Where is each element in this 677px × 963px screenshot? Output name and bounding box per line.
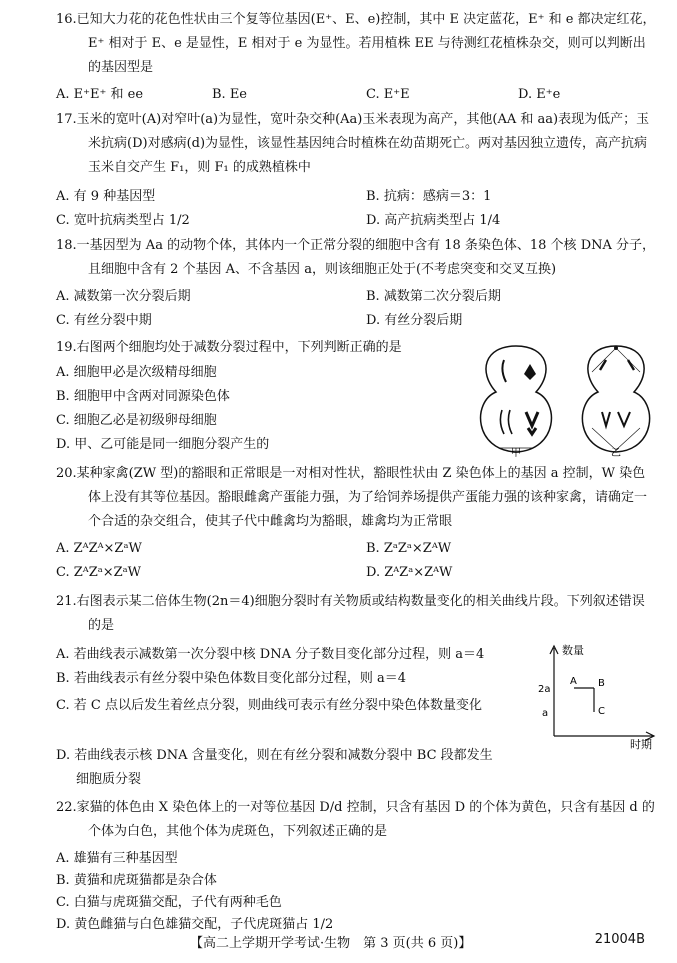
q20-option-d: D. ZᴬZᵃ×ZᴬW <box>366 565 453 580</box>
q22-option-d: D. 黄色雌猫与白色雄猫交配，子代虎斑猫占 1/2 <box>56 917 334 932</box>
quantity-curve-chart <box>534 640 664 750</box>
question-17 <box>56 108 656 228</box>
y-tick-a: a <box>542 708 549 719</box>
y-axis-label: 数量 <box>562 644 584 657</box>
q22-option-c: C. 白猫与虎斑猫交配，子代有两种毛色 <box>56 895 282 910</box>
q16-option-b: B. Ee <box>212 87 248 102</box>
q22-option-a: A. 雄猫有三种基因型 <box>56 851 178 866</box>
q16-option-c: C. E⁺E <box>366 87 410 102</box>
quantity-curve-figure <box>534 640 664 750</box>
question-16-stem: 16.已知大力花的花色性状由三个复等位基因(E⁺、E、e)控制，其中 E 决定蓝花，E⁺ 和 e 都决定红花，E⁺ 相对于 E、e 是显性，E 相对于 e 为显性。若用植株 EE 与待测红花植株杂交，则可以判断出的基因型是 <box>56 12 656 75</box>
q17-option-a: A. 有 9 种基因型 <box>56 189 156 204</box>
question-19 <box>56 336 446 452</box>
question-16 <box>56 8 656 102</box>
point-C: C <box>598 706 605 717</box>
q18-option-b: B. 减数第二次分裂后期 <box>366 289 501 304</box>
question-18 <box>56 234 656 328</box>
q16-option-d: D. E⁺e <box>518 87 561 102</box>
cell-division-figure <box>456 340 666 458</box>
q19-option-b: B. 细胞甲中含两对同源染色体 <box>56 389 230 404</box>
q18-option-d: D. 有丝分裂后期 <box>366 313 463 328</box>
y-tick-2a: 2a <box>538 684 551 695</box>
q21-option-a: A. 若曲线表示减数第一次分裂中核 DNA 分子数目变化部分过程，则 a＝4 <box>56 647 485 662</box>
page-footer <box>0 932 677 954</box>
q18-option-c: C. 有丝分裂中期 <box>56 313 152 328</box>
q20-option-c: C. ZᴬZᵃ×ZᵃW <box>56 565 142 580</box>
question-21-stem: 21.右图表示某二倍体生物(2n＝4)细胞分裂时有关物质或结构数量变化的相关曲线片段。下列叙述错误的是 <box>56 594 645 633</box>
question-20 <box>56 462 656 580</box>
question-20-stem: 20.某种家禽(ZW 型)的豁眼和正常眼是一对相对性状，豁眼性状由 Z 染色体上的基因 a 控制，W 染色体上没有其等位基因。豁眼雌禽产蛋能力强，为了给饲养场提供产蛋能力强的该种家禽，请确定一个合适的杂交组合，使其子代中雌禽均为豁眼，雄禽均为正常眼 <box>56 466 648 529</box>
x-axis-label: 时期 <box>630 738 652 750</box>
cell-yi-label: 乙 <box>611 448 621 458</box>
cell-jia-label: 甲 <box>511 448 521 458</box>
question-22-stem: 22.家猫的体色由 X 染色体上的一对等位基因 D/d 控制，只含有基因 D 的个体为黄色，只含有基因 d 的个体为白色，其他个体为虎斑色，下列叙述正确的是 <box>56 800 655 839</box>
question-19-stem: 19.右图两个细胞均处于减数分裂过程中，下列判断正确的是 <box>56 340 402 355</box>
q20-option-b: B. ZᵃZᵃ×ZᴬW <box>366 541 452 556</box>
footer-code: 21004B <box>594 932 645 947</box>
footer-title: 【高二上学期开学考试·生物 第 3 页(共 6 页)】 <box>190 936 472 951</box>
q21-option-d: D. 若曲线表示核 DNA 含量变化，则在有丝分裂和减数分裂中 BC 段都发生细胞质分裂 <box>56 748 493 787</box>
question-22 <box>56 796 656 932</box>
question-17-stem: 17.玉米的宽叶(A)对窄叶(a)为显性，宽叶杂交种(Aa)玉米表现为高产，其他(AA 和 aa)表现为低产；玉米抗病(D)对感病(d)为显性，该显性基因纯合时植株在幼苗期死亡。两对基因独立遗传，高产抗病玉米自交产生 F₁，则 F₁ 的成熟植株中 <box>56 112 650 175</box>
q19-option-c: C. 细胞乙必是初级卵母细胞 <box>56 413 217 428</box>
q20-option-a: A. ZᴬZᴬ×ZᵃW <box>56 541 142 556</box>
q22-option-b: B. 黄猫和虎斑猫都是杂合体 <box>56 873 217 888</box>
q19-option-d: D. 甲、乙可能是同一细胞分裂产生的 <box>56 437 270 452</box>
q18-option-a: A. 减数第一次分裂后期 <box>56 289 191 304</box>
point-B: B <box>598 678 605 689</box>
q17-option-d: D. 高产抗病类型占 1/4 <box>366 213 501 228</box>
q17-option-c: C. 宽叶抗病类型占 1/2 <box>56 213 190 228</box>
question-18-stem: 18.一基因型为 Aa 的动物个体，其体内一个正常分裂的细胞中含有 18 条染色体、18 个核 DNA 分子，且细胞中含有 2 个基因 A、不含基因 a，则该细胞正处于(不考虑突变和交叉互换) <box>56 238 656 277</box>
q16-option-a: A. E⁺E⁺ 和 ee <box>56 87 144 102</box>
q17-option-b: B. 抗病：感病＝3：1 <box>366 189 492 204</box>
point-A: A <box>570 676 577 687</box>
q21-option-b: B. 若曲线表示有丝分裂中染色体数目变化部分过程，则 a＝4 <box>56 671 406 686</box>
q21-option-c: C. 若 C 点以后发生着丝点分裂，则曲线可表示有丝分裂中染色体数量变化 <box>56 698 482 713</box>
cells-diagram <box>456 340 666 458</box>
q19-option-a: A. 细胞甲必是次级精母细胞 <box>56 365 217 380</box>
